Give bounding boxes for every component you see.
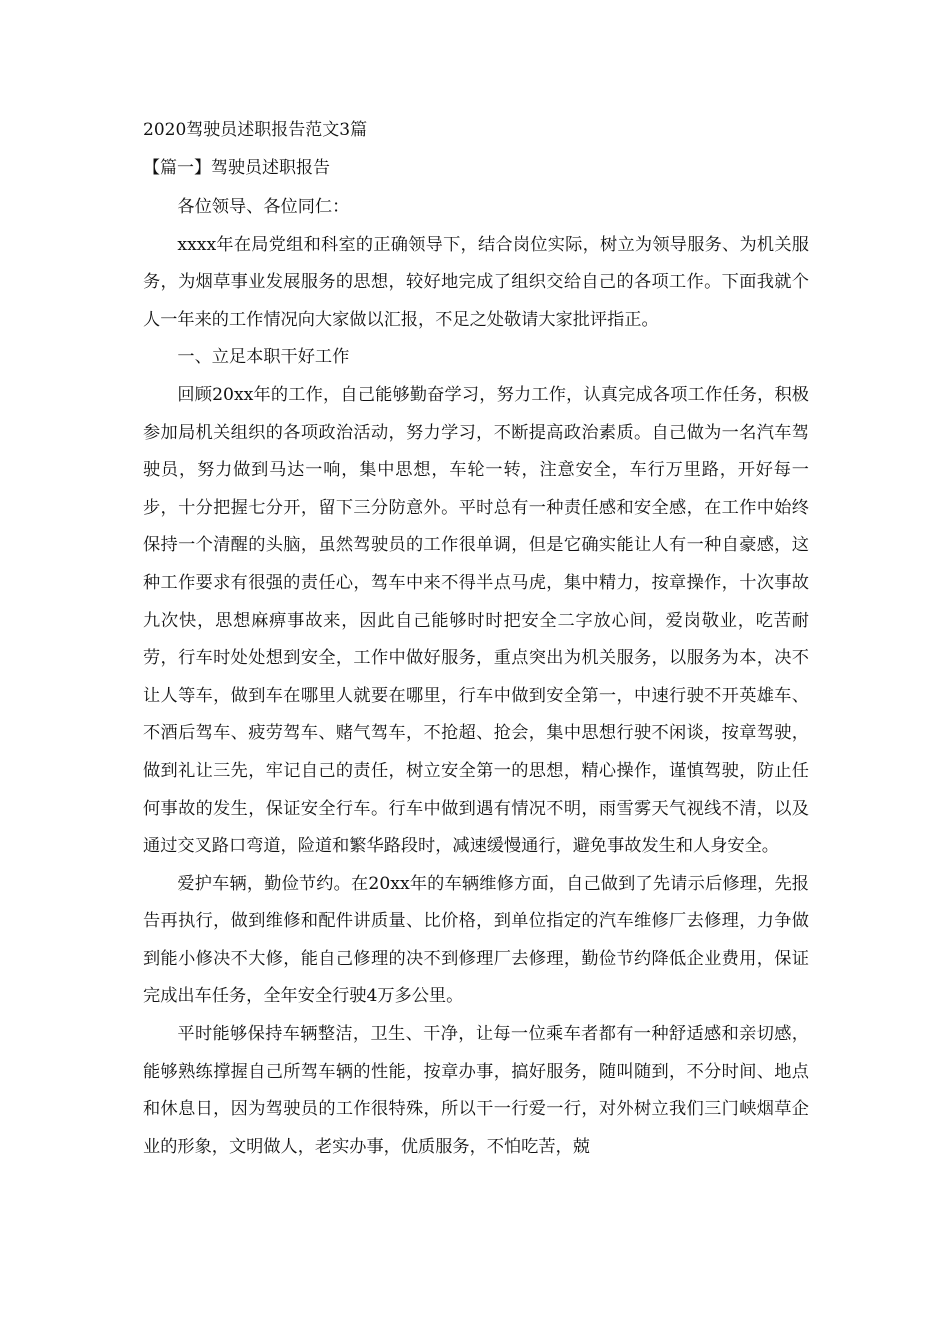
body-paragraph: 平时能够保持车辆整洁，卫生、干净，让每一位乘车者都有一种舒适感和亲切感，能够熟练撑握自己所驾车辆的性能，按章办事，搞好服务，随叫随到，不分时间、地点和休息日，因为驾驶员的工作很特殊，所以干一行爱一行，对外树立我们三门峡烟草企业的形象，文明做人，老实办事，优质服务，不怕吃苦，兢 bbox=[143, 1024, 809, 1157]
subheading-paragraph: 一、立足本职干好工作 bbox=[177, 347, 350, 368]
salutation-paragraph: 各位领导、各位同仁： bbox=[177, 197, 350, 217]
body-paragraph: 爱护车辆，勤俭节约。在20xx年的车辆维修方面，自己做到了先请示后修理，先报告再执行，做到维修和配件讲质量、比价格，到单位指定的汽车维修厂去修理，力争做到能小修决不大修，能自己修理的决不到修理厂去修理，勤俭节约降低企业费用，保证完成出车任务，全年安全行驶4万多公里。 bbox=[143, 873, 809, 1007]
section-heading: 【篇一】驾驶员述职报告 bbox=[143, 158, 330, 178]
document-title: 2020驾驶员述职报告范文3篇 bbox=[143, 120, 368, 140]
body-paragraph: 回顾20xx年的工作，自己能够勤奋学习，努力工作，认真完成各项工作任务，积极参加局机关组织的各项政治活动，努力学习，不断提高政治素质。自己做为一名汽车驾驶员，努力做到马达一响，集中思想，车轮一转，注意安全，车行万里路，开好每一步，十分把握七分开，留下三分防意外。平时总有一种责任感和安全感，在工作中始终保持一个清醒的头脑，虽然驾驶员的工作很单调，但是它确实能让人有一种自豪感，这种工作要求有很强的责任心，驾车中来不得半点马虎，集中精力，按章操作，十次事故九次快，思想麻痹事故来，因此自己能够时时把安全二字放心间，爱岗敬业，吃苦耐劳，行车时处处想到安全，工作中做好服务，重点突出为机关服务，以服务为本，决不让人等车，做到车在哪里人就要在哪里，行车中做到安全第一，中速行驶不开英雄车、不酒后驾车、疲劳驾车、赌气驾车，不抢超、抢会，集中思想行驶不闲谈，按章驾驶，做到礼让三先，牢记自己的责任，树立安全第一的思想，精心操作，谨慎驾驶，防止任何事故的发生，保证安全行车。行车中做到遇有情况不明，雨雪雾天气视线不清，以及通过交叉路口弯道，险道和繁华路段时，减速缓慢通行，避免事故发生和人身安全。 bbox=[143, 384, 809, 857]
document-body bbox=[143, 189, 809, 1166]
intro-paragraph: xxxx年在局党组和科室的正确领导下，结合岗位实际，树立为领导服务、为机关服务，为烟草事业发展服务的思想，较好地完成了组织交给自己的各项工作。下面我就个人一年来的工作情况向大家做以汇报，不足之处敬请大家批评指正。 bbox=[143, 234, 809, 330]
